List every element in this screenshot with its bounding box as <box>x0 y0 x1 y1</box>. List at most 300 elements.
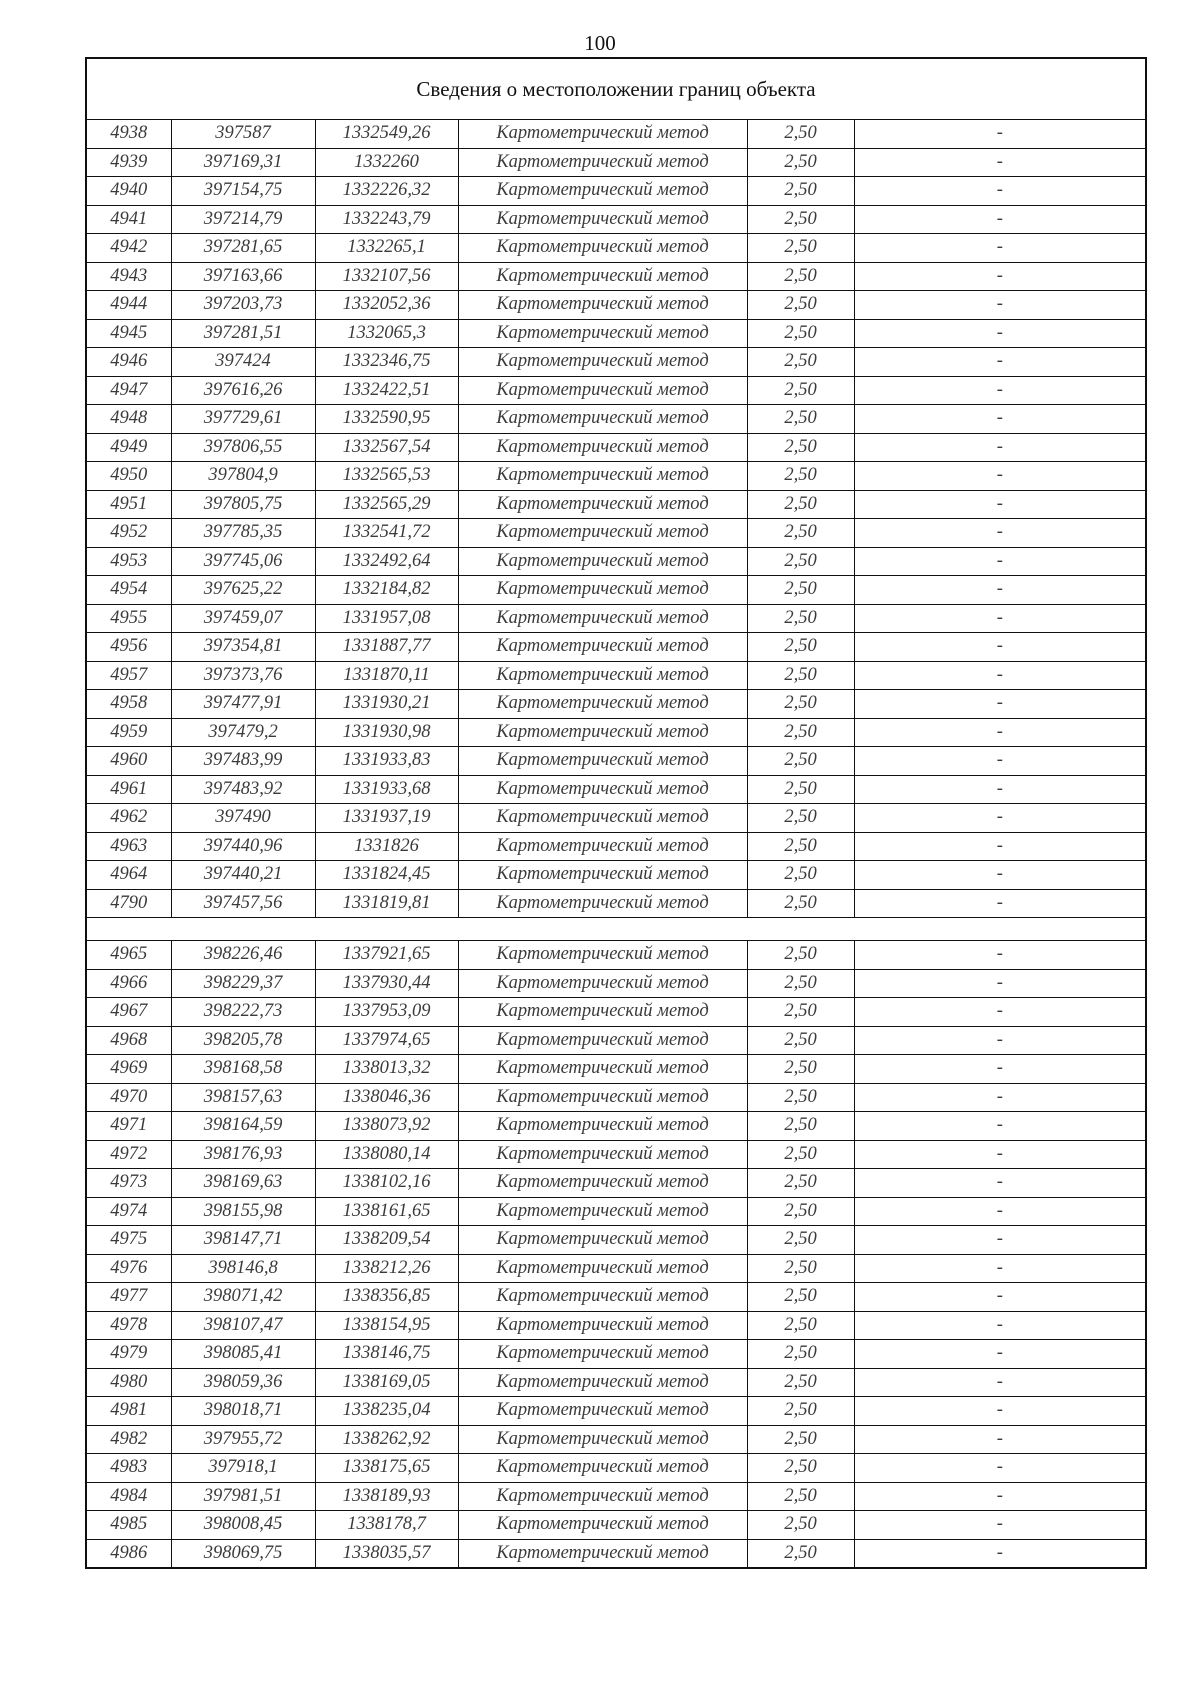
accuracy-cell: 2,50 <box>747 1026 854 1055</box>
point-number-cell: 4954 <box>86 576 171 605</box>
point-number-cell: 4965 <box>86 941 171 970</box>
description-cell: - <box>854 832 1146 861</box>
description-cell: - <box>854 633 1146 662</box>
accuracy-cell: 2,50 <box>747 889 854 918</box>
table-row <box>86 234 1146 263</box>
point-number-cell: 4972 <box>86 1140 171 1169</box>
method-cell: Картометрический метод <box>458 1397 747 1426</box>
y-coordinate-cell: 1331933,83 <box>315 747 458 776</box>
method-cell: Картометрический метод <box>458 1226 747 1255</box>
method-cell: Картометрический метод <box>458 661 747 690</box>
accuracy-cell: 2,50 <box>747 861 854 890</box>
y-coordinate-cell: 1332346,75 <box>315 348 458 377</box>
accuracy-cell: 2,50 <box>747 1112 854 1141</box>
x-coordinate-cell: 397373,76 <box>171 661 315 690</box>
point-number-cell: 4976 <box>86 1254 171 1283</box>
accuracy-cell: 2,50 <box>747 405 854 434</box>
table-row <box>86 1083 1146 1112</box>
y-coordinate-cell: 1332565,29 <box>315 490 458 519</box>
point-number-cell: 4940 <box>86 177 171 206</box>
x-coordinate-cell: 398147,71 <box>171 1226 315 1255</box>
x-coordinate-cell: 397483,99 <box>171 747 315 776</box>
accuracy-cell: 2,50 <box>747 1368 854 1397</box>
y-coordinate-cell: 1338235,04 <box>315 1397 458 1426</box>
accuracy-cell: 2,50 <box>747 1254 854 1283</box>
description-cell: - <box>854 291 1146 320</box>
accuracy-cell: 2,50 <box>747 1197 854 1226</box>
method-cell: Картометрический метод <box>458 148 747 177</box>
table-row <box>86 747 1146 776</box>
y-coordinate-cell: 1331826 <box>315 832 458 861</box>
x-coordinate-cell: 398176,93 <box>171 1140 315 1169</box>
point-number-cell: 4959 <box>86 718 171 747</box>
point-number-cell: 4960 <box>86 747 171 776</box>
point-number-cell: 4941 <box>86 205 171 234</box>
table-row <box>86 941 1146 970</box>
description-cell: - <box>854 941 1146 970</box>
method-cell: Картометрический метод <box>458 1454 747 1483</box>
accuracy-cell: 2,50 <box>747 718 854 747</box>
point-number-cell: 4977 <box>86 1283 171 1312</box>
method-cell: Картометрический метод <box>458 262 747 291</box>
table-row <box>86 832 1146 861</box>
x-coordinate-cell: 398146,8 <box>171 1254 315 1283</box>
table-row <box>86 1454 1146 1483</box>
x-coordinate-cell: 397955,72 <box>171 1425 315 1454</box>
x-coordinate-cell: 397479,2 <box>171 718 315 747</box>
description-cell: - <box>854 1169 1146 1198</box>
point-number-cell: 4961 <box>86 775 171 804</box>
description-cell: - <box>854 1368 1146 1397</box>
x-coordinate-cell: 398008,45 <box>171 1511 315 1540</box>
method-cell: Картометрический метод <box>458 604 747 633</box>
point-number-cell: 4945 <box>86 319 171 348</box>
x-coordinate-cell: 398222,73 <box>171 998 315 1027</box>
method-cell: Картометрический метод <box>458 1055 747 1084</box>
description-cell: - <box>854 1482 1146 1511</box>
y-coordinate-cell: 1332184,82 <box>315 576 458 605</box>
description-cell: - <box>854 376 1146 405</box>
y-coordinate-cell: 1332226,32 <box>315 177 458 206</box>
point-number-cell: 4969 <box>86 1055 171 1084</box>
table-row <box>86 775 1146 804</box>
accuracy-cell: 2,50 <box>747 490 854 519</box>
method-cell: Картометрический метод <box>458 718 747 747</box>
table-row <box>86 1026 1146 1055</box>
accuracy-cell: 2,50 <box>747 1340 854 1369</box>
point-number-cell: 4962 <box>86 804 171 833</box>
table-row <box>86 604 1146 633</box>
x-coordinate-cell: 397483,92 <box>171 775 315 804</box>
accuracy-cell: 2,50 <box>747 348 854 377</box>
y-coordinate-cell: 1338262,92 <box>315 1425 458 1454</box>
method-cell: Картометрический метод <box>458 348 747 377</box>
y-coordinate-cell: 1331937,19 <box>315 804 458 833</box>
accuracy-cell: 2,50 <box>747 1083 854 1112</box>
y-coordinate-cell: 1338175,65 <box>315 1454 458 1483</box>
description-cell: - <box>854 262 1146 291</box>
y-coordinate-cell: 1338212,26 <box>315 1254 458 1283</box>
x-coordinate-cell: 397459,07 <box>171 604 315 633</box>
point-number-cell: 4975 <box>86 1226 171 1255</box>
x-coordinate-cell: 397169,31 <box>171 148 315 177</box>
table-row <box>86 547 1146 576</box>
x-coordinate-cell: 398229,37 <box>171 969 315 998</box>
y-coordinate-cell: 1331957,08 <box>315 604 458 633</box>
x-coordinate-cell: 398085,41 <box>171 1340 315 1369</box>
x-coordinate-cell: 398168,58 <box>171 1055 315 1084</box>
table-row <box>86 718 1146 747</box>
point-number-cell: 4956 <box>86 633 171 662</box>
y-coordinate-cell: 1338146,75 <box>315 1340 458 1369</box>
method-cell: Картометрический метод <box>458 1026 747 1055</box>
table-row <box>86 1368 1146 1397</box>
x-coordinate-cell: 397587 <box>171 120 315 149</box>
description-cell: - <box>854 861 1146 890</box>
y-coordinate-cell: 1338169,05 <box>315 1368 458 1397</box>
method-cell: Картометрический метод <box>458 1169 747 1198</box>
method-cell: Картометрический метод <box>458 1539 747 1568</box>
accuracy-cell: 2,50 <box>747 604 854 633</box>
point-number-cell: 4947 <box>86 376 171 405</box>
description-cell: - <box>854 205 1146 234</box>
table-row <box>86 319 1146 348</box>
accuracy-cell: 2,50 <box>747 1055 854 1084</box>
method-cell: Картометрический метод <box>458 889 747 918</box>
accuracy-cell: 2,50 <box>747 633 854 662</box>
method-cell: Картометрический метод <box>458 804 747 833</box>
description-cell: - <box>854 690 1146 719</box>
method-cell: Картометрический метод <box>458 1511 747 1540</box>
table-row <box>86 519 1146 548</box>
x-coordinate-cell: 397203,73 <box>171 291 315 320</box>
table-row <box>86 262 1146 291</box>
method-cell: Картометрический метод <box>458 490 747 519</box>
accuracy-cell: 2,50 <box>747 1482 854 1511</box>
x-coordinate-cell: 397281,51 <box>171 319 315 348</box>
accuracy-cell: 2,50 <box>747 205 854 234</box>
method-cell: Картометрический метод <box>458 234 747 263</box>
description-cell: - <box>854 1511 1146 1540</box>
x-coordinate-cell: 398018,71 <box>171 1397 315 1426</box>
group-separator-row <box>86 918 1146 941</box>
point-number-cell: 4984 <box>86 1482 171 1511</box>
accuracy-cell: 2,50 <box>747 376 854 405</box>
method-cell: Картометрический метод <box>458 376 747 405</box>
table-row <box>86 1112 1146 1141</box>
table-row <box>86 661 1146 690</box>
y-coordinate-cell: 1338035,57 <box>315 1539 458 1568</box>
table-row <box>86 376 1146 405</box>
x-coordinate-cell: 397625,22 <box>171 576 315 605</box>
accuracy-cell: 2,50 <box>747 177 854 206</box>
method-cell: Картометрический метод <box>458 1197 747 1226</box>
description-cell: - <box>854 405 1146 434</box>
description-cell: - <box>854 1226 1146 1255</box>
point-number-cell: 4958 <box>86 690 171 719</box>
accuracy-cell: 2,50 <box>747 1454 854 1483</box>
table-row <box>86 1169 1146 1198</box>
table-row <box>86 1397 1146 1426</box>
method-cell: Картометрический метод <box>458 519 747 548</box>
accuracy-cell: 2,50 <box>747 148 854 177</box>
description-cell: - <box>854 1254 1146 1283</box>
table-row <box>86 1482 1146 1511</box>
accuracy-cell: 2,50 <box>747 804 854 833</box>
description-cell: - <box>854 1340 1146 1369</box>
table-row <box>86 889 1146 918</box>
y-coordinate-cell: 1331870,11 <box>315 661 458 690</box>
description-cell: - <box>854 519 1146 548</box>
table-row <box>86 148 1146 177</box>
y-coordinate-cell: 1331930,98 <box>315 718 458 747</box>
table-row <box>86 462 1146 491</box>
table-row <box>86 120 1146 149</box>
method-cell: Картометрический метод <box>458 177 747 206</box>
method-cell: Картометрический метод <box>458 1368 747 1397</box>
table-row <box>86 1254 1146 1283</box>
description-cell: - <box>854 1026 1146 1055</box>
point-number-cell: 4790 <box>86 889 171 918</box>
point-number-cell: 4952 <box>86 519 171 548</box>
x-coordinate-cell: 397490 <box>171 804 315 833</box>
point-number-cell: 4967 <box>86 998 171 1027</box>
description-cell: - <box>854 1425 1146 1454</box>
description-cell: - <box>854 661 1146 690</box>
description-cell: - <box>854 576 1146 605</box>
point-number-cell: 4986 <box>86 1539 171 1568</box>
accuracy-cell: 2,50 <box>747 1140 854 1169</box>
y-coordinate-cell: 1332492,64 <box>315 547 458 576</box>
table-row <box>86 348 1146 377</box>
point-number-cell: 4943 <box>86 262 171 291</box>
point-number-cell: 4970 <box>86 1083 171 1112</box>
method-cell: Картометрический метод <box>458 775 747 804</box>
y-coordinate-cell: 1332541,72 <box>315 519 458 548</box>
method-cell: Картометрический метод <box>458 205 747 234</box>
accuracy-cell: 2,50 <box>747 1169 854 1198</box>
description-cell: - <box>854 747 1146 776</box>
x-coordinate-cell: 397806,55 <box>171 433 315 462</box>
table-row <box>86 1226 1146 1255</box>
x-coordinate-cell: 397214,79 <box>171 205 315 234</box>
method-cell: Картометрический метод <box>458 1140 747 1169</box>
x-coordinate-cell: 397281,65 <box>171 234 315 263</box>
description-cell: - <box>854 969 1146 998</box>
method-cell: Картометрический метод <box>458 969 747 998</box>
accuracy-cell: 2,50 <box>747 120 854 149</box>
group-separator-cell <box>86 918 1146 941</box>
description-cell: - <box>854 319 1146 348</box>
description-cell: - <box>854 120 1146 149</box>
point-number-cell: 4949 <box>86 433 171 462</box>
point-number-cell: 4974 <box>86 1197 171 1226</box>
x-coordinate-cell: 397440,96 <box>171 832 315 861</box>
method-cell: Картометрический метод <box>458 120 747 149</box>
x-coordinate-cell: 398226,46 <box>171 941 315 970</box>
description-cell: - <box>854 1311 1146 1340</box>
description-cell: - <box>854 1197 1146 1226</box>
description-cell: - <box>854 1083 1146 1112</box>
point-number-cell: 4953 <box>86 547 171 576</box>
accuracy-cell: 2,50 <box>747 1511 854 1540</box>
y-coordinate-cell: 1338013,32 <box>315 1055 458 1084</box>
description-cell: - <box>854 148 1146 177</box>
description-cell: - <box>854 889 1146 918</box>
y-coordinate-cell: 1338209,54 <box>315 1226 458 1255</box>
description-cell: - <box>854 490 1146 519</box>
x-coordinate-cell: 398164,59 <box>171 1112 315 1141</box>
point-number-cell: 4971 <box>86 1112 171 1141</box>
point-number-cell: 4982 <box>86 1425 171 1454</box>
description-cell: - <box>854 718 1146 747</box>
accuracy-cell: 2,50 <box>747 661 854 690</box>
y-coordinate-cell: 1332265,1 <box>315 234 458 263</box>
accuracy-cell: 2,50 <box>747 576 854 605</box>
method-cell: Картометрический метод <box>458 861 747 890</box>
y-coordinate-cell: 1332567,54 <box>315 433 458 462</box>
y-coordinate-cell: 1332422,51 <box>315 376 458 405</box>
y-coordinate-cell: 1338161,65 <box>315 1197 458 1226</box>
method-cell: Картометрический метод <box>458 1283 747 1312</box>
method-cell: Картометрический метод <box>458 576 747 605</box>
method-cell: Картометрический метод <box>458 1083 747 1112</box>
x-coordinate-cell: 397729,61 <box>171 405 315 434</box>
x-coordinate-cell: 397745,06 <box>171 547 315 576</box>
y-coordinate-cell: 1337974,65 <box>315 1026 458 1055</box>
method-cell: Картометрический метод <box>458 291 747 320</box>
point-number-cell: 4946 <box>86 348 171 377</box>
y-coordinate-cell: 1338189,93 <box>315 1482 458 1511</box>
x-coordinate-cell: 398107,47 <box>171 1311 315 1340</box>
y-coordinate-cell: 1338046,36 <box>315 1083 458 1112</box>
description-cell: - <box>854 433 1146 462</box>
y-coordinate-cell: 1338356,85 <box>315 1283 458 1312</box>
table-row <box>86 1511 1146 1540</box>
y-coordinate-cell: 1332107,56 <box>315 262 458 291</box>
method-cell: Картометрический метод <box>458 1311 747 1340</box>
table-row <box>86 576 1146 605</box>
y-coordinate-cell: 1332243,79 <box>315 205 458 234</box>
y-coordinate-cell: 1331887,77 <box>315 633 458 662</box>
table-row <box>86 205 1146 234</box>
point-number-cell: 4950 <box>86 462 171 491</box>
y-coordinate-cell: 1337953,09 <box>315 998 458 1027</box>
table-row <box>86 1197 1146 1226</box>
x-coordinate-cell: 397477,91 <box>171 690 315 719</box>
point-number-cell: 4979 <box>86 1340 171 1369</box>
point-number-cell: 4978 <box>86 1311 171 1340</box>
method-cell: Картометрический метод <box>458 747 747 776</box>
x-coordinate-cell: 397616,26 <box>171 376 315 405</box>
y-coordinate-cell: 1331930,21 <box>315 690 458 719</box>
table-row <box>86 969 1146 998</box>
y-coordinate-cell: 1331819,81 <box>315 889 458 918</box>
accuracy-cell: 2,50 <box>747 1425 854 1454</box>
table-title: Сведения о местоположении границ объекта <box>86 58 1146 120</box>
method-cell: Картометрический метод <box>458 633 747 662</box>
y-coordinate-cell: 1332549,26 <box>315 120 458 149</box>
point-number-cell: 4980 <box>86 1368 171 1397</box>
y-coordinate-cell: 1338102,16 <box>315 1169 458 1198</box>
accuracy-cell: 2,50 <box>747 1539 854 1568</box>
y-coordinate-cell: 1332065,3 <box>315 319 458 348</box>
y-coordinate-cell: 1337930,44 <box>315 969 458 998</box>
x-coordinate-cell: 398059,36 <box>171 1368 315 1397</box>
point-number-cell: 4964 <box>86 861 171 890</box>
point-number-cell: 4963 <box>86 832 171 861</box>
table-row <box>86 861 1146 890</box>
table-row <box>86 1539 1146 1568</box>
x-coordinate-cell: 397785,35 <box>171 519 315 548</box>
method-cell: Картометрический метод <box>458 1340 747 1369</box>
y-coordinate-cell: 1337921,65 <box>315 941 458 970</box>
point-number-cell: 4948 <box>86 405 171 434</box>
accuracy-cell: 2,50 <box>747 747 854 776</box>
description-cell: - <box>854 234 1146 263</box>
point-number-cell: 4985 <box>86 1511 171 1540</box>
point-number-cell: 4957 <box>86 661 171 690</box>
point-number-cell: 4942 <box>86 234 171 263</box>
method-cell: Картометрический метод <box>458 1425 747 1454</box>
table-body <box>86 58 1146 1568</box>
table-row <box>86 490 1146 519</box>
description-cell: - <box>854 547 1146 576</box>
accuracy-cell: 2,50 <box>747 1397 854 1426</box>
x-coordinate-cell: 397163,66 <box>171 262 315 291</box>
point-number-cell: 4939 <box>86 148 171 177</box>
table-row <box>86 433 1146 462</box>
description-cell: - <box>854 1397 1146 1426</box>
description-cell: - <box>854 1283 1146 1312</box>
method-cell: Картометрический метод <box>458 1482 747 1511</box>
x-coordinate-cell: 397805,75 <box>171 490 315 519</box>
accuracy-cell: 2,50 <box>747 1226 854 1255</box>
x-coordinate-cell: 398071,42 <box>171 1283 315 1312</box>
accuracy-cell: 2,50 <box>747 262 854 291</box>
y-coordinate-cell: 1338154,95 <box>315 1311 458 1340</box>
y-coordinate-cell: 1332565,53 <box>315 462 458 491</box>
accuracy-cell: 2,50 <box>747 519 854 548</box>
method-cell: Картометрический метод <box>458 405 747 434</box>
method-cell: Картометрический метод <box>458 690 747 719</box>
x-coordinate-cell: 397154,75 <box>171 177 315 206</box>
accuracy-cell: 2,50 <box>747 319 854 348</box>
point-number-cell: 4966 <box>86 969 171 998</box>
table-row <box>86 1340 1146 1369</box>
accuracy-cell: 2,50 <box>747 998 854 1027</box>
method-cell: Картометрический метод <box>458 462 747 491</box>
table-row <box>86 291 1146 320</box>
method-cell: Картометрический метод <box>458 547 747 576</box>
point-number-cell: 4973 <box>86 1169 171 1198</box>
table-row <box>86 1311 1146 1340</box>
accuracy-cell: 2,50 <box>747 941 854 970</box>
description-cell: - <box>854 348 1146 377</box>
point-number-cell: 4951 <box>86 490 171 519</box>
table-row <box>86 690 1146 719</box>
accuracy-cell: 2,50 <box>747 291 854 320</box>
description-cell: - <box>854 177 1146 206</box>
method-cell: Картометрический метод <box>458 433 747 462</box>
y-coordinate-cell: 1332590,95 <box>315 405 458 434</box>
y-coordinate-cell: 1331824,45 <box>315 861 458 890</box>
point-number-cell: 4955 <box>86 604 171 633</box>
accuracy-cell: 2,50 <box>747 969 854 998</box>
accuracy-cell: 2,50 <box>747 547 854 576</box>
x-coordinate-cell: 398157,63 <box>171 1083 315 1112</box>
x-coordinate-cell: 397457,56 <box>171 889 315 918</box>
